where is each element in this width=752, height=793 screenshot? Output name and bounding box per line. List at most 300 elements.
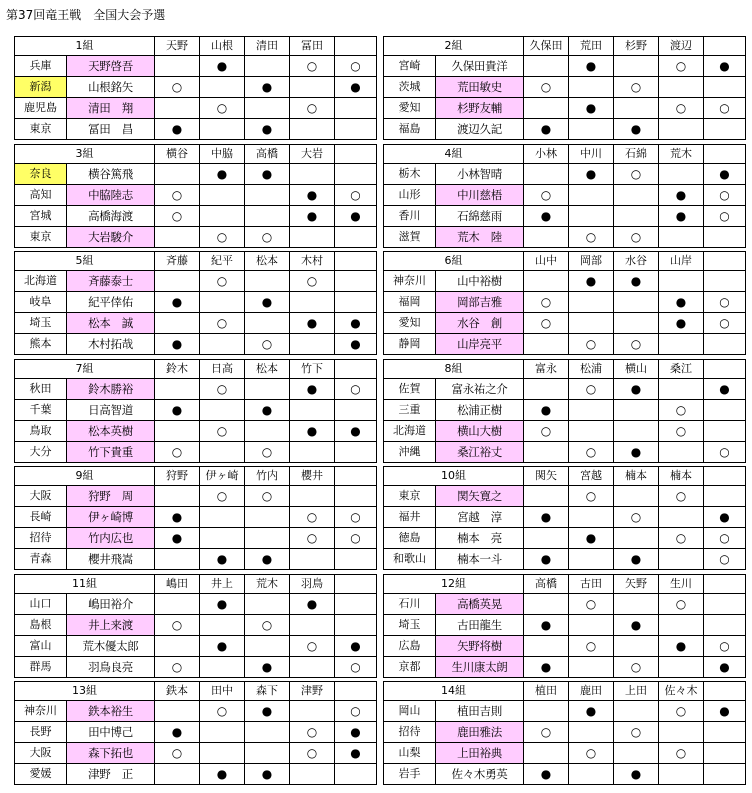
result-win-mark: ● xyxy=(290,185,335,206)
prefecture-cell: 福岡 xyxy=(384,292,436,313)
result-loss-mark: ○ xyxy=(704,528,746,549)
group-header-row xyxy=(384,252,746,271)
result-loss-mark: ○ xyxy=(524,722,569,743)
result-loss-mark: ○ xyxy=(200,313,245,334)
result-win-mark: ● xyxy=(200,636,245,657)
result-empty-cell xyxy=(245,507,290,528)
result-empty-cell xyxy=(335,164,377,185)
opponent-header: 桑江 xyxy=(659,360,704,379)
player-row xyxy=(15,334,377,355)
prefecture-cell: 秋田 xyxy=(15,379,67,400)
result-empty-cell xyxy=(245,313,290,334)
opponent-header: 荒木 xyxy=(659,145,704,164)
result-win-mark: ● xyxy=(614,379,659,400)
result-loss-mark: ○ xyxy=(704,292,746,313)
group-label: 2組 xyxy=(384,37,524,56)
result-loss-mark: ○ xyxy=(569,486,614,507)
player-name-cell: 植田吉則 xyxy=(436,701,524,722)
blank-header xyxy=(335,575,377,594)
group-header-row xyxy=(15,145,377,164)
result-empty-cell xyxy=(524,486,569,507)
player-row xyxy=(384,56,746,77)
result-win-mark: ● xyxy=(200,549,245,570)
opponent-header: 宮越 xyxy=(569,467,614,486)
result-empty-cell xyxy=(155,98,200,119)
result-loss-mark: ○ xyxy=(659,421,704,442)
result-win-mark: ● xyxy=(614,119,659,140)
prefecture-cell: 宮崎 xyxy=(384,56,436,77)
prefecture-cell: 佐賀 xyxy=(384,379,436,400)
result-empty-cell xyxy=(524,743,569,764)
result-empty-cell xyxy=(524,56,569,77)
prefecture-cell: 京都 xyxy=(384,657,436,678)
opponent-header: 山根 xyxy=(200,37,245,56)
prefecture-cell: 愛媛 xyxy=(15,764,67,785)
group-table xyxy=(14,251,377,355)
player-row xyxy=(15,271,377,292)
result-loss-mark: ○ xyxy=(245,486,290,507)
player-name-cell: 高橋海渡 xyxy=(67,206,155,227)
player-row xyxy=(15,206,377,227)
result-empty-cell xyxy=(569,400,614,421)
player-name-cell: 津野 正 xyxy=(67,764,155,785)
player-row xyxy=(15,292,377,313)
opponent-header: 水谷 xyxy=(614,252,659,271)
result-empty-cell xyxy=(704,400,746,421)
opponent-header: 松本 xyxy=(245,360,290,379)
group-table xyxy=(14,359,377,463)
opponent-header: 森下 xyxy=(245,682,290,701)
result-empty-cell xyxy=(569,119,614,140)
prefecture-cell: 岐阜 xyxy=(15,292,67,313)
result-win-mark: ● xyxy=(614,764,659,785)
result-win-mark: ● xyxy=(524,657,569,678)
prefecture-cell: 三重 xyxy=(384,400,436,421)
player-name-cell: 石綿慈雨 xyxy=(436,206,524,227)
result-loss-mark: ○ xyxy=(335,657,377,678)
opponent-header: 櫻井 xyxy=(290,467,335,486)
group-table xyxy=(14,36,377,140)
opponent-header: 狩野 xyxy=(155,467,200,486)
player-row xyxy=(15,764,377,785)
result-empty-cell xyxy=(659,615,704,636)
player-row xyxy=(384,271,746,292)
result-empty-cell xyxy=(659,507,704,528)
result-empty-cell xyxy=(704,722,746,743)
opponent-header: 楠本 xyxy=(659,467,704,486)
result-empty-cell xyxy=(290,657,335,678)
prefecture-cell: 新潟 xyxy=(15,77,67,98)
result-win-mark: ● xyxy=(524,206,569,227)
opponent-header: 松本 xyxy=(245,252,290,271)
player-name-cell: 羽鳥良亮 xyxy=(67,657,155,678)
prefecture-cell: 千葉 xyxy=(15,400,67,421)
prefecture-cell: 東京 xyxy=(15,227,67,248)
result-empty-cell xyxy=(569,313,614,334)
group-header-row xyxy=(384,360,746,379)
result-empty-cell xyxy=(614,98,659,119)
prefecture-cell: 岩手 xyxy=(384,764,436,785)
result-win-mark: ● xyxy=(245,77,290,98)
prefecture-cell: 長野 xyxy=(15,722,67,743)
player-row xyxy=(15,594,377,615)
result-empty-cell xyxy=(614,743,659,764)
group-label: 8組 xyxy=(384,360,524,379)
result-loss-mark: ○ xyxy=(704,549,746,570)
group-label: 11組 xyxy=(15,575,155,594)
player-name-cell: 松本 誠 xyxy=(67,313,155,334)
opponent-header: 大岩 xyxy=(290,145,335,164)
result-empty-cell xyxy=(200,334,245,355)
prefecture-cell: 招待 xyxy=(384,722,436,743)
result-empty-cell xyxy=(290,77,335,98)
prefecture-cell: 徳島 xyxy=(384,528,436,549)
result-loss-mark: ○ xyxy=(704,185,746,206)
player-row xyxy=(15,227,377,248)
result-win-mark: ● xyxy=(200,764,245,785)
result-empty-cell xyxy=(659,442,704,463)
group-table xyxy=(14,144,377,248)
result-loss-mark: ○ xyxy=(569,743,614,764)
prefecture-cell: 埼玉 xyxy=(15,313,67,334)
opponent-header: 横谷 xyxy=(155,145,200,164)
result-empty-cell xyxy=(290,292,335,313)
player-row xyxy=(15,507,377,528)
player-row xyxy=(384,379,746,400)
result-loss-mark: ○ xyxy=(614,507,659,528)
result-empty-cell xyxy=(335,119,377,140)
group-header-row xyxy=(384,682,746,701)
player-row xyxy=(15,77,377,98)
prefecture-cell: 栃木 xyxy=(384,164,436,185)
result-loss-mark: ○ xyxy=(335,701,377,722)
result-empty-cell xyxy=(290,334,335,355)
blank-header xyxy=(704,37,746,56)
blank-header xyxy=(335,37,377,56)
player-row xyxy=(384,119,746,140)
result-win-mark: ● xyxy=(155,528,200,549)
opponent-header: 日高 xyxy=(200,360,245,379)
result-loss-mark: ○ xyxy=(155,77,200,98)
player-name-cell: 上田裕典 xyxy=(436,743,524,764)
player-row xyxy=(384,615,746,636)
result-empty-cell xyxy=(290,442,335,463)
group-label: 4組 xyxy=(384,145,524,164)
prefecture-cell: 高知 xyxy=(15,185,67,206)
blank-header xyxy=(335,360,377,379)
result-empty-cell xyxy=(335,292,377,313)
opponent-header: 竹内 xyxy=(245,467,290,486)
result-empty-cell xyxy=(245,206,290,227)
prefecture-cell: 長崎 xyxy=(15,507,67,528)
opponent-header: 竹下 xyxy=(290,360,335,379)
prefecture-cell: 大阪 xyxy=(15,743,67,764)
group-header-row xyxy=(384,145,746,164)
result-empty-cell xyxy=(659,119,704,140)
result-loss-mark: ○ xyxy=(200,379,245,400)
result-empty-cell xyxy=(704,271,746,292)
prefecture-cell: 島根 xyxy=(15,615,67,636)
result-win-mark: ● xyxy=(569,164,614,185)
player-row xyxy=(15,636,377,657)
result-loss-mark: ○ xyxy=(614,722,659,743)
prefecture-cell: 北海道 xyxy=(384,421,436,442)
prefecture-cell: 愛知 xyxy=(384,98,436,119)
player-name-cell: 高橋英晃 xyxy=(436,594,524,615)
player-name-cell: 竹下貴重 xyxy=(67,442,155,463)
result-loss-mark: ○ xyxy=(200,486,245,507)
result-empty-cell xyxy=(200,507,245,528)
result-loss-mark: ○ xyxy=(614,77,659,98)
result-loss-mark: ○ xyxy=(524,185,569,206)
result-empty-cell xyxy=(569,206,614,227)
result-empty-cell xyxy=(290,164,335,185)
player-row xyxy=(384,549,746,570)
result-loss-mark: ○ xyxy=(569,334,614,355)
opponent-header: 鹿田 xyxy=(569,682,614,701)
player-name-cell: 久保田貴洋 xyxy=(436,56,524,77)
player-name-cell: 宮越 淳 xyxy=(436,507,524,528)
result-empty-cell xyxy=(524,227,569,248)
result-win-mark: ● xyxy=(335,722,377,743)
result-loss-mark: ○ xyxy=(614,334,659,355)
result-empty-cell xyxy=(569,77,614,98)
player-row xyxy=(15,528,377,549)
result-win-mark: ● xyxy=(200,56,245,77)
group-header-row xyxy=(15,682,377,701)
prefecture-cell: 福島 xyxy=(384,119,436,140)
result-empty-cell xyxy=(200,77,245,98)
result-win-mark: ● xyxy=(245,119,290,140)
result-empty-cell xyxy=(290,227,335,248)
opponent-header: 石綿 xyxy=(614,145,659,164)
result-empty-cell xyxy=(614,594,659,615)
group-label: 6組 xyxy=(384,252,524,271)
blank-header xyxy=(704,252,746,271)
player-name-cell: 渡辺久記 xyxy=(436,119,524,140)
result-empty-cell xyxy=(290,615,335,636)
result-loss-mark: ○ xyxy=(290,636,335,657)
player-row xyxy=(384,701,746,722)
result-empty-cell xyxy=(614,292,659,313)
player-row xyxy=(384,334,746,355)
opponent-header: 久保田 xyxy=(524,37,569,56)
group-table xyxy=(383,574,746,678)
prefecture-cell: 鹿児島 xyxy=(15,98,67,119)
result-loss-mark: ○ xyxy=(614,164,659,185)
result-empty-cell xyxy=(155,56,200,77)
player-name-cell: 竹内広也 xyxy=(67,528,155,549)
result-empty-cell xyxy=(524,528,569,549)
opponent-header: 紀平 xyxy=(200,252,245,271)
result-loss-mark: ○ xyxy=(335,56,377,77)
result-loss-mark: ○ xyxy=(155,657,200,678)
blank-header xyxy=(335,467,377,486)
opponent-header: 上田 xyxy=(614,682,659,701)
player-row xyxy=(15,164,377,185)
result-empty-cell xyxy=(245,98,290,119)
player-name-cell: 斉藤泰士 xyxy=(67,271,155,292)
result-empty-cell xyxy=(704,77,746,98)
result-empty-cell xyxy=(659,379,704,400)
result-win-mark: ● xyxy=(569,271,614,292)
result-loss-mark: ○ xyxy=(200,701,245,722)
result-win-mark: ● xyxy=(200,594,245,615)
prefecture-cell: 大分 xyxy=(15,442,67,463)
result-win-mark: ● xyxy=(290,421,335,442)
opponent-header: 楠本 xyxy=(614,467,659,486)
result-loss-mark: ○ xyxy=(245,615,290,636)
result-empty-cell xyxy=(704,119,746,140)
group-table xyxy=(14,574,377,678)
result-win-mark: ● xyxy=(659,292,704,313)
player-row xyxy=(384,227,746,248)
result-empty-cell xyxy=(335,400,377,421)
result-empty-cell xyxy=(155,701,200,722)
prefecture-cell: 群馬 xyxy=(15,657,67,678)
player-row xyxy=(384,507,746,528)
player-row xyxy=(15,313,377,334)
player-name-cell: 冨田 昌 xyxy=(67,119,155,140)
group-table xyxy=(383,144,746,248)
opponent-header: 植田 xyxy=(524,682,569,701)
result-loss-mark: ○ xyxy=(200,421,245,442)
result-win-mark: ● xyxy=(614,442,659,463)
result-win-mark: ● xyxy=(155,119,200,140)
group-header-row xyxy=(15,252,377,271)
result-empty-cell xyxy=(245,379,290,400)
opponent-header: 鈴木 xyxy=(155,360,200,379)
prefecture-cell: 神奈川 xyxy=(15,701,67,722)
group-table xyxy=(383,681,746,785)
player-name-cell: 古田龍生 xyxy=(436,615,524,636)
result-empty-cell xyxy=(200,657,245,678)
player-name-cell: 生川康太朗 xyxy=(436,657,524,678)
prefecture-cell: 青森 xyxy=(15,549,67,570)
result-empty-cell xyxy=(200,400,245,421)
result-empty-cell xyxy=(524,594,569,615)
result-empty-cell xyxy=(659,77,704,98)
result-loss-mark: ○ xyxy=(659,400,704,421)
player-name-cell: 嶋田裕介 xyxy=(67,594,155,615)
result-empty-cell xyxy=(245,722,290,743)
result-empty-cell xyxy=(335,227,377,248)
result-empty-cell xyxy=(245,271,290,292)
result-empty-cell xyxy=(200,528,245,549)
result-empty-cell xyxy=(614,486,659,507)
result-win-mark: ● xyxy=(335,77,377,98)
prefecture-cell: 奈良 xyxy=(15,164,67,185)
result-empty-cell xyxy=(524,701,569,722)
result-empty-cell xyxy=(614,206,659,227)
group-header-row xyxy=(384,467,746,486)
result-win-mark: ● xyxy=(569,98,614,119)
player-row xyxy=(15,379,377,400)
result-empty-cell xyxy=(335,549,377,570)
prefecture-cell: 茨城 xyxy=(384,77,436,98)
player-name-cell: 櫻井飛嵩 xyxy=(67,549,155,570)
result-empty-cell xyxy=(290,400,335,421)
result-empty-cell xyxy=(200,615,245,636)
result-win-mark: ● xyxy=(524,615,569,636)
player-name-cell: 矢野将樹 xyxy=(436,636,524,657)
result-empty-cell xyxy=(614,313,659,334)
result-empty-cell xyxy=(614,185,659,206)
group-table xyxy=(383,251,746,355)
player-name-cell: 伊ヶ崎博 xyxy=(67,507,155,528)
player-name-cell: 鹿田雅法 xyxy=(436,722,524,743)
prefecture-cell: 沖縄 xyxy=(384,442,436,463)
player-name-cell: 水谷 創 xyxy=(436,313,524,334)
opponent-header: 羽鳥 xyxy=(290,575,335,594)
opponent-header: 荒田 xyxy=(569,37,614,56)
player-row xyxy=(15,442,377,463)
result-empty-cell xyxy=(245,56,290,77)
group-table xyxy=(383,359,746,463)
prefecture-cell: 兵庫 xyxy=(15,56,67,77)
result-loss-mark: ○ xyxy=(245,334,290,355)
result-empty-cell xyxy=(659,227,704,248)
opponent-header: 田中 xyxy=(200,682,245,701)
player-row xyxy=(384,292,746,313)
result-win-mark: ● xyxy=(245,764,290,785)
result-empty-cell xyxy=(155,486,200,507)
result-win-mark: ● xyxy=(155,507,200,528)
result-win-mark: ● xyxy=(155,722,200,743)
opponent-header: 伊ヶ崎 xyxy=(200,467,245,486)
player-row xyxy=(384,206,746,227)
player-row xyxy=(384,164,746,185)
result-loss-mark: ○ xyxy=(659,486,704,507)
result-win-mark: ● xyxy=(200,164,245,185)
result-win-mark: ● xyxy=(524,400,569,421)
page-title: 第37回竜王戦 全国大会予選 xyxy=(6,8,166,22)
opponent-header: 岡部 xyxy=(569,252,614,271)
player-row xyxy=(15,549,377,570)
result-empty-cell xyxy=(524,379,569,400)
result-win-mark: ● xyxy=(245,549,290,570)
result-win-mark: ● xyxy=(245,657,290,678)
result-loss-mark: ○ xyxy=(200,271,245,292)
opponent-header: 山中 xyxy=(524,252,569,271)
result-empty-cell xyxy=(200,185,245,206)
opponent-header: 渡辺 xyxy=(659,37,704,56)
result-loss-mark: ○ xyxy=(290,722,335,743)
result-win-mark: ● xyxy=(335,743,377,764)
result-win-mark: ● xyxy=(704,701,746,722)
result-empty-cell xyxy=(659,764,704,785)
player-name-cell: 鈴木勝裕 xyxy=(67,379,155,400)
player-row xyxy=(384,657,746,678)
player-name-cell: 田中博己 xyxy=(67,722,155,743)
result-empty-cell xyxy=(569,507,614,528)
player-name-cell: 狩野 周 xyxy=(67,486,155,507)
result-empty-cell xyxy=(335,442,377,463)
player-name-cell: 荒木 陸 xyxy=(436,227,524,248)
result-loss-mark: ○ xyxy=(335,507,377,528)
player-row xyxy=(15,722,377,743)
result-empty-cell xyxy=(569,615,614,636)
player-row xyxy=(15,56,377,77)
result-win-mark: ● xyxy=(704,56,746,77)
result-win-mark: ● xyxy=(569,528,614,549)
result-win-mark: ● xyxy=(245,292,290,313)
player-row xyxy=(384,528,746,549)
result-win-mark: ● xyxy=(155,334,200,355)
opponent-header: 中川 xyxy=(569,145,614,164)
result-win-mark: ● xyxy=(524,507,569,528)
player-name-cell: 木村拓哉 xyxy=(67,334,155,355)
